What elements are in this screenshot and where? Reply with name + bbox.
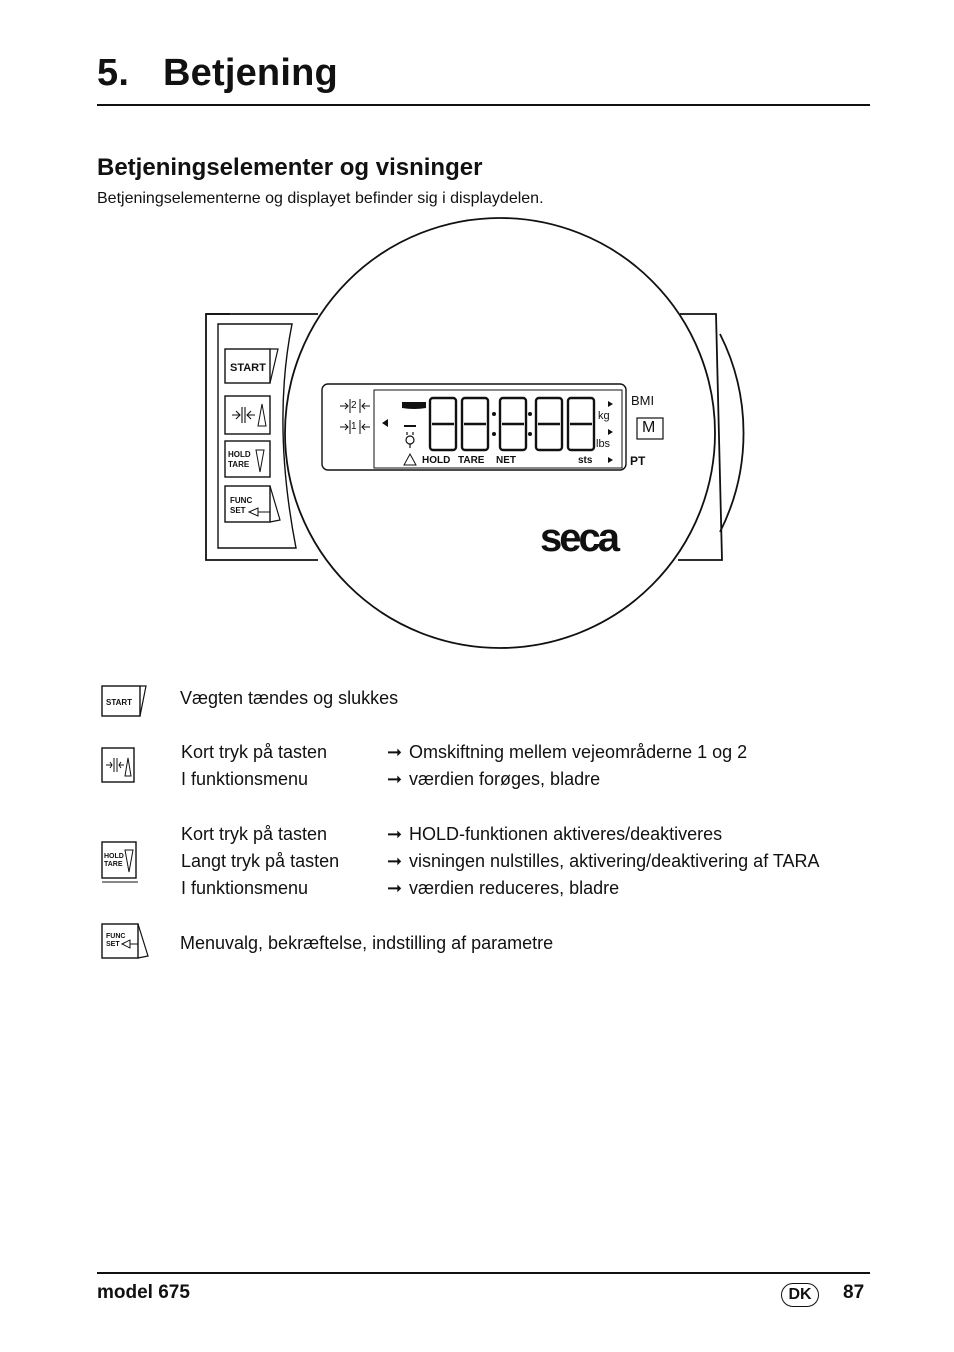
hold-tare-key-icon-label-2: TARE (104, 861, 123, 868)
unit-lbs: lbs (596, 438, 611, 450)
hold-row-3-result-line (387, 878, 619, 899)
start-button[interactable]: START (230, 362, 266, 374)
hold-indicator: HOLD (422, 455, 451, 466)
hold-button-label-1: HOLD (228, 450, 251, 459)
func-set-key-description: Menuvalg, bekræftelse, indstilling af parametre (180, 933, 554, 953)
func-button-label-1: FUNC (230, 496, 253, 505)
chapter-number: 5. (97, 52, 130, 94)
hold-row-2-result: visningen nulstilles, aktivering/deaktivering af TARA (409, 851, 820, 871)
hold-row-1-result: HOLD-funktionen aktiveres/deaktiveres (409, 824, 723, 844)
chapter-title-text: Betjening (163, 52, 338, 94)
hold-button-label-2: TARE (228, 460, 250, 469)
footer-rule (97, 1272, 870, 1274)
chapter-title (97, 52, 338, 95)
hold-row-2-label: Langt tryk på tasten (181, 851, 340, 871)
func-button-label-2: SET (230, 506, 246, 515)
hold-row-2-result-line (387, 851, 820, 872)
arrow-icon: ➞ (387, 742, 403, 762)
range-row-1-result-line (387, 742, 747, 763)
range-row-1-label: Kort tryk på tasten (181, 742, 328, 762)
start-key-description: Vægten tændes og slukkes (180, 688, 399, 708)
range-key-icon (100, 746, 140, 786)
tare-indicator: TARE (458, 455, 485, 466)
arrow-icon: ➞ (387, 851, 403, 871)
bmi-label: BMI (631, 393, 655, 408)
hold-row-3-result: værdien reduceres, bladre (409, 878, 620, 898)
page-number: 87 (843, 1282, 865, 1303)
func-set-key-icon (100, 922, 152, 962)
range-row-2-label: I funktionsmenu (181, 769, 309, 789)
arrow-icon: ➞ (387, 769, 403, 789)
range-row-2-result-line (387, 769, 600, 790)
arrow-icon: ➞ (387, 824, 403, 844)
memory-label: M (642, 419, 656, 436)
range-row-2-result: værdien forøges, bladre (409, 769, 601, 789)
start-key-icon (100, 684, 150, 720)
section-title: Betjeningselementer og visninger (97, 154, 483, 181)
pt-label: PT (630, 454, 646, 468)
unit-kg: kg (598, 410, 610, 422)
func-set-key-icon-label-2: SET (106, 941, 120, 948)
range-2-indicator: 2 (351, 400, 357, 411)
range-1-indicator: 1 (351, 421, 357, 432)
hold-tare-key-icon-label-1: HOLD (104, 853, 124, 860)
hold-row-3-label: I funktionsmenu (181, 878, 309, 898)
hold-row-1-result-line (387, 824, 722, 845)
section-intro: Betjeningselementerne og displayet befinder sig i displaydelen. (97, 190, 544, 207)
header-rule (97, 104, 870, 106)
arrow-icon: ➞ (387, 878, 403, 898)
hold-tare-key-icon (100, 840, 142, 884)
lcd-digits-graphic (420, 394, 600, 454)
seca-logo: seca (540, 516, 617, 560)
net-indicator: NET (496, 455, 516, 466)
sts-indicator: sts (578, 455, 593, 466)
language-badge: DK (781, 1283, 819, 1307)
footer-model: model 675 (97, 1282, 190, 1303)
range-button-outline (225, 396, 270, 434)
func-set-key-icon-label-1: FUNC (106, 933, 126, 940)
hold-row-1-label: Kort tryk på tasten (181, 824, 328, 844)
start-key-icon-label: START (106, 698, 133, 707)
device-illustration (200, 214, 760, 658)
range-row-1-result: Omskiftning mellem vejeområderne 1 og 2 (409, 742, 748, 762)
